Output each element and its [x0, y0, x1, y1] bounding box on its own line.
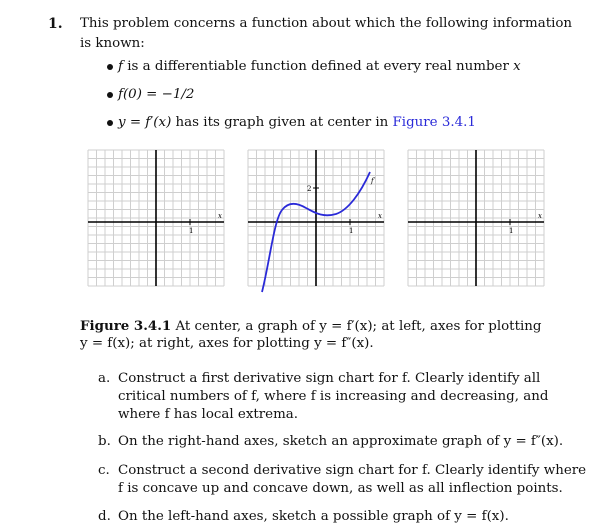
left-tick-label: 1	[189, 227, 194, 235]
left-x-label: x	[218, 212, 222, 220]
part-c-line-2: f is concave up and concave down, as well as all inflection points.	[118, 481, 563, 496]
bullet-1-math: f	[118, 59, 123, 74]
bullet-3-math: y = f′(x)	[118, 115, 172, 130]
caption-label: Figure 3.4.1	[80, 318, 172, 334]
center-x-label: x	[378, 212, 382, 220]
left-axes	[88, 150, 224, 286]
part-a-line-3: where f has local extrema.	[118, 407, 299, 422]
bullet-dot-3	[107, 120, 113, 126]
problem-number: 1.	[48, 16, 63, 32]
right-graph	[408, 150, 544, 286]
left-graph	[88, 150, 224, 286]
center-graph	[248, 150, 384, 286]
bullet-2	[118, 86, 194, 104]
part-a-line-2: critical numbers of f, where f is increasing and decreasing, and	[118, 389, 549, 404]
bullet-2-math: f(0) = −1/2	[118, 87, 195, 102]
right-x-label: x	[538, 212, 542, 220]
intro-line-2: is known:	[80, 36, 145, 51]
caption-text-1: At center, a graph of y = f′(x); at left, axes for plotting	[171, 319, 542, 334]
part-a-letter: a.	[98, 371, 111, 386]
figure-caption-line-1	[80, 317, 541, 336]
part-d-line-1: On the left-hand axes, sketch a possible graph of y = f(x).	[118, 509, 509, 524]
bullet-1-math2: x	[513, 59, 521, 74]
intro-line-1: This problem concerns a function about which the following information	[80, 16, 573, 31]
right-axes	[408, 150, 544, 286]
curve-label: f′	[371, 177, 376, 185]
bullet-dot-1	[107, 64, 113, 70]
bullet-1-text: is a differentiable function defined at every real number	[122, 59, 514, 74]
bullet-dot-2	[107, 92, 113, 98]
figure-caption-line-2: y = f(x); at right, axes for plotting y = f″(x).	[80, 336, 374, 351]
part-b-letter: b.	[98, 434, 111, 449]
part-b-line-1: On the right-hand axes, sketch an approximate graph of y = f″(x).	[118, 434, 564, 449]
bullet-3-text: has its graph given at center in	[171, 115, 393, 130]
part-d-letter: d.	[98, 509, 111, 524]
bullet-1	[118, 58, 521, 76]
part-c-line-1: Construct a second derivative sign chart for f. Clearly identify where	[118, 463, 587, 478]
center-tick-label: 1	[349, 227, 354, 235]
bullet-3	[118, 114, 476, 132]
figure-link[interactable]: Figure 3.4.1	[392, 115, 476, 130]
center-axes	[248, 150, 384, 286]
part-c-letter: c.	[98, 463, 110, 478]
center-y-tick-label: 2	[307, 185, 312, 193]
part-a-line-1: Construct a first derivative sign chart for f. Clearly identify all	[118, 371, 541, 386]
right-tick-label: 1	[509, 227, 514, 235]
